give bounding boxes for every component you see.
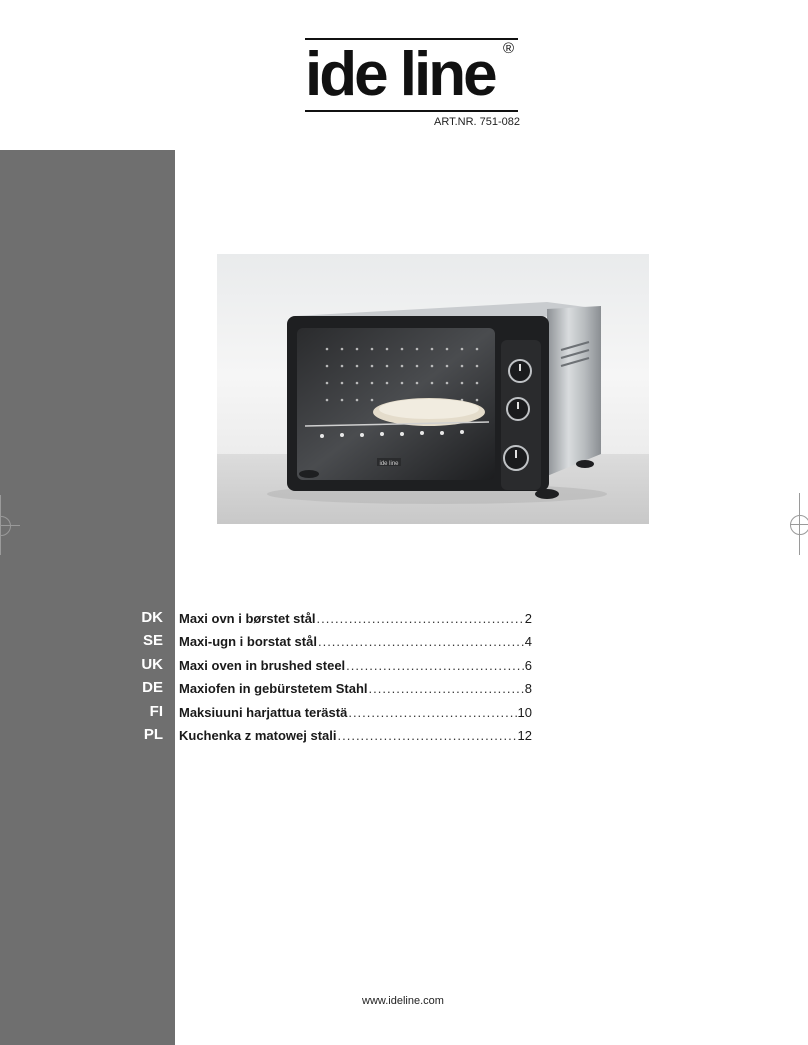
toc-row-fi[interactable] bbox=[0, 702, 540, 725]
language-code: UK bbox=[141, 655, 163, 673]
toc-title: Maxi-ugn i borstat stål bbox=[179, 634, 317, 650]
language-code: FI bbox=[149, 702, 163, 720]
toc-title: Maksiuuni harjattua terästä bbox=[179, 704, 348, 720]
toc-page: 4 bbox=[524, 634, 532, 650]
toc-row-se[interactable] bbox=[0, 631, 540, 654]
toc-title: Kuchenka z matowej stali bbox=[179, 727, 337, 743]
brand-wordmark: ide line bbox=[305, 40, 495, 109]
toc-page: 8 bbox=[524, 681, 532, 697]
registration-mark-right bbox=[790, 493, 808, 555]
language-code: SE bbox=[142, 632, 163, 650]
registered-mark: ® bbox=[503, 40, 515, 57]
language-code: DE bbox=[142, 679, 163, 697]
toc-page: 12 bbox=[517, 727, 532, 743]
oven-badge: ide line bbox=[379, 461, 399, 467]
toc-page: 10 bbox=[517, 704, 532, 720]
article-number: ART.NR. 751-082 bbox=[434, 116, 521, 128]
website-link[interactable]: www.ideline.com bbox=[362, 995, 444, 1007]
toc-row-de[interactable] bbox=[0, 678, 540, 701]
toc-page: 2 bbox=[524, 611, 532, 626]
table-of-contents bbox=[0, 608, 540, 748]
brand-logo bbox=[305, 38, 520, 128]
language-code: DK bbox=[141, 609, 163, 626]
language-code: PL bbox=[143, 725, 163, 743]
product-photo bbox=[217, 254, 649, 524]
side-color-band bbox=[0, 150, 175, 1045]
toc-row-dk[interactable] bbox=[0, 608, 540, 631]
toc-row-uk[interactable] bbox=[0, 655, 540, 678]
toc-title: Maxi ovn i børstet stål bbox=[179, 611, 316, 626]
toc-row-pl[interactable] bbox=[0, 725, 540, 748]
toc-title: Maxi oven in brushed steel bbox=[179, 657, 346, 673]
registration-mark-left bbox=[0, 495, 20, 555]
toc-title: Maxiofen in gebürstetem Stahl bbox=[179, 681, 368, 697]
oven-illustration bbox=[217, 254, 649, 524]
toc-page: 6 bbox=[524, 657, 532, 673]
